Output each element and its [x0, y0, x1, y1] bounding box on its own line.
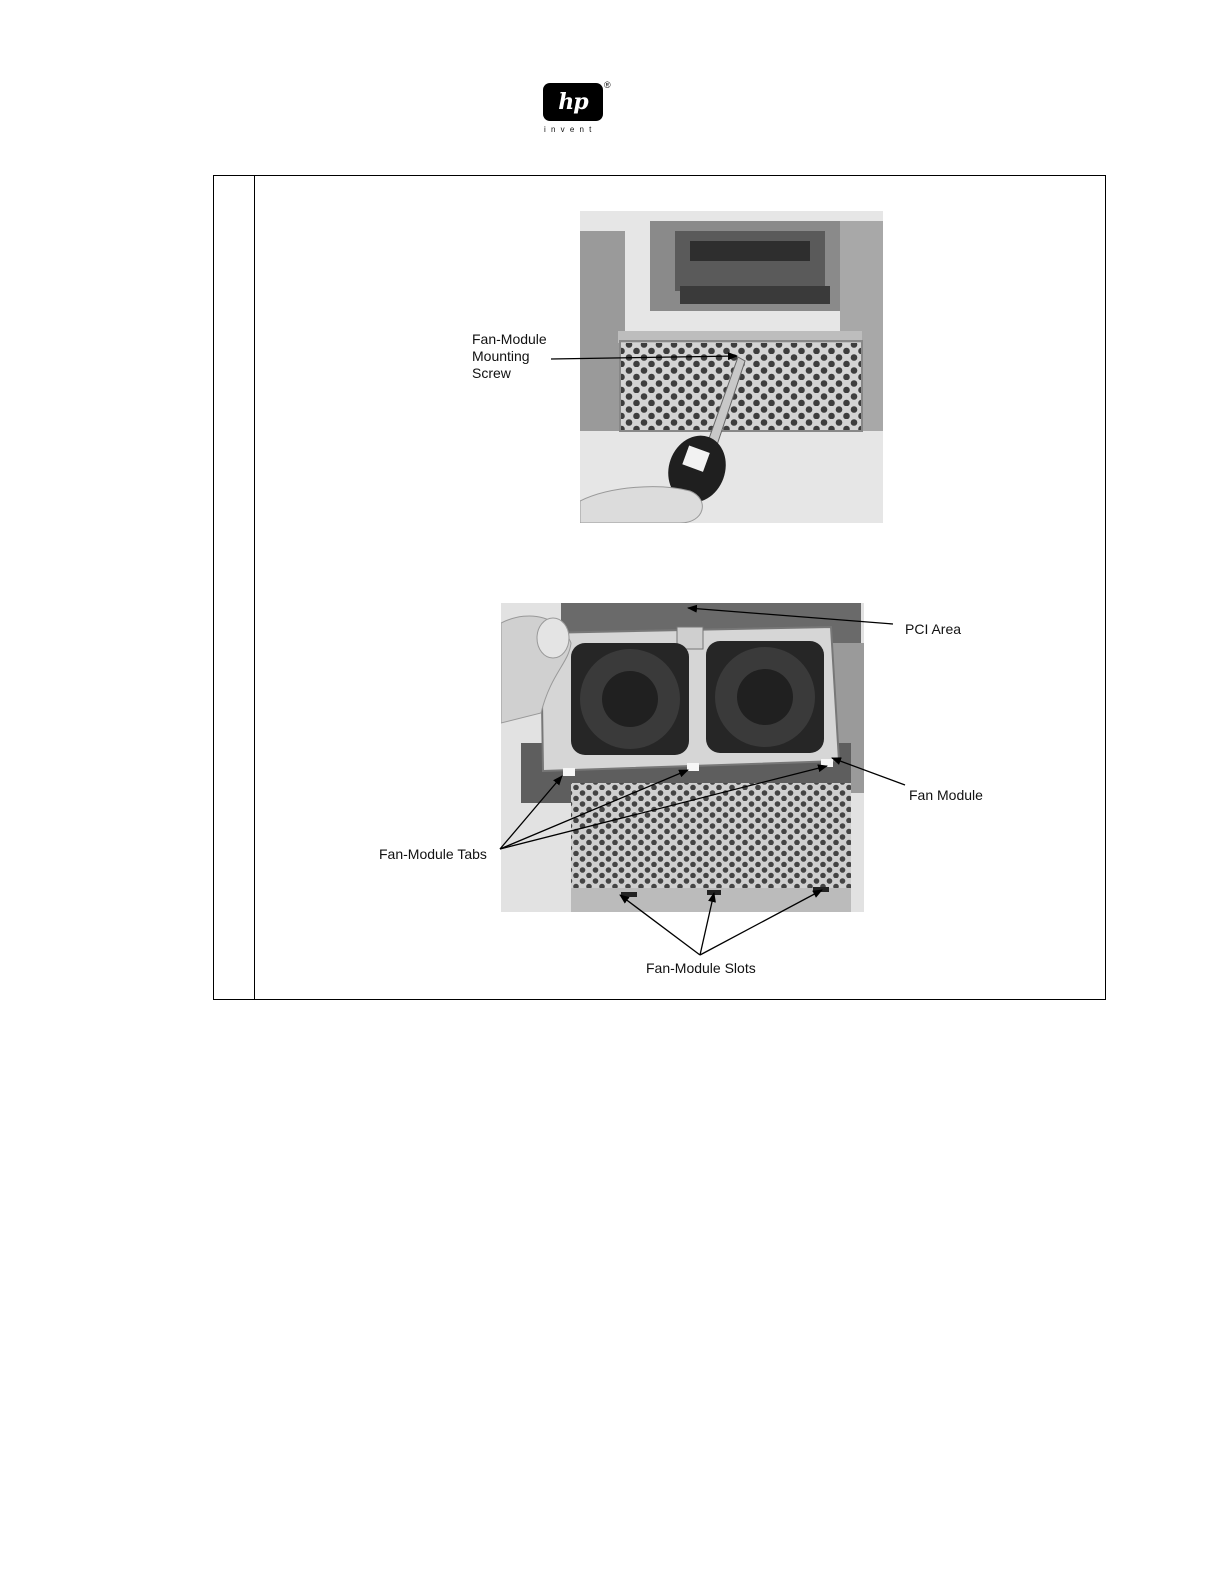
hp-logo-letters: hp: [558, 89, 588, 115]
photo-lift-fan-module: [501, 603, 864, 912]
label-pci-area: PCI Area: [905, 621, 962, 637]
photo-remove-mounting-screw: [580, 211, 883, 523]
registered-mark: ®: [604, 80, 611, 90]
label-fan-module-slots: Fan-Module Slots: [646, 960, 756, 976]
hp-logo-tagline: invent: [544, 125, 597, 134]
label-fan-module-tabs: Fan-Module Tabs: [379, 846, 487, 862]
hp-invent-logo: [541, 80, 615, 142]
label-line: Mounting: [472, 348, 530, 364]
label-fan-module-mounting-screw: [472, 331, 547, 382]
label-fan-module: Fan Module: [909, 787, 983, 803]
step-number-column: [214, 176, 255, 999]
label-line: Fan-Module: [472, 331, 547, 347]
label-line: Screw: [472, 365, 511, 381]
